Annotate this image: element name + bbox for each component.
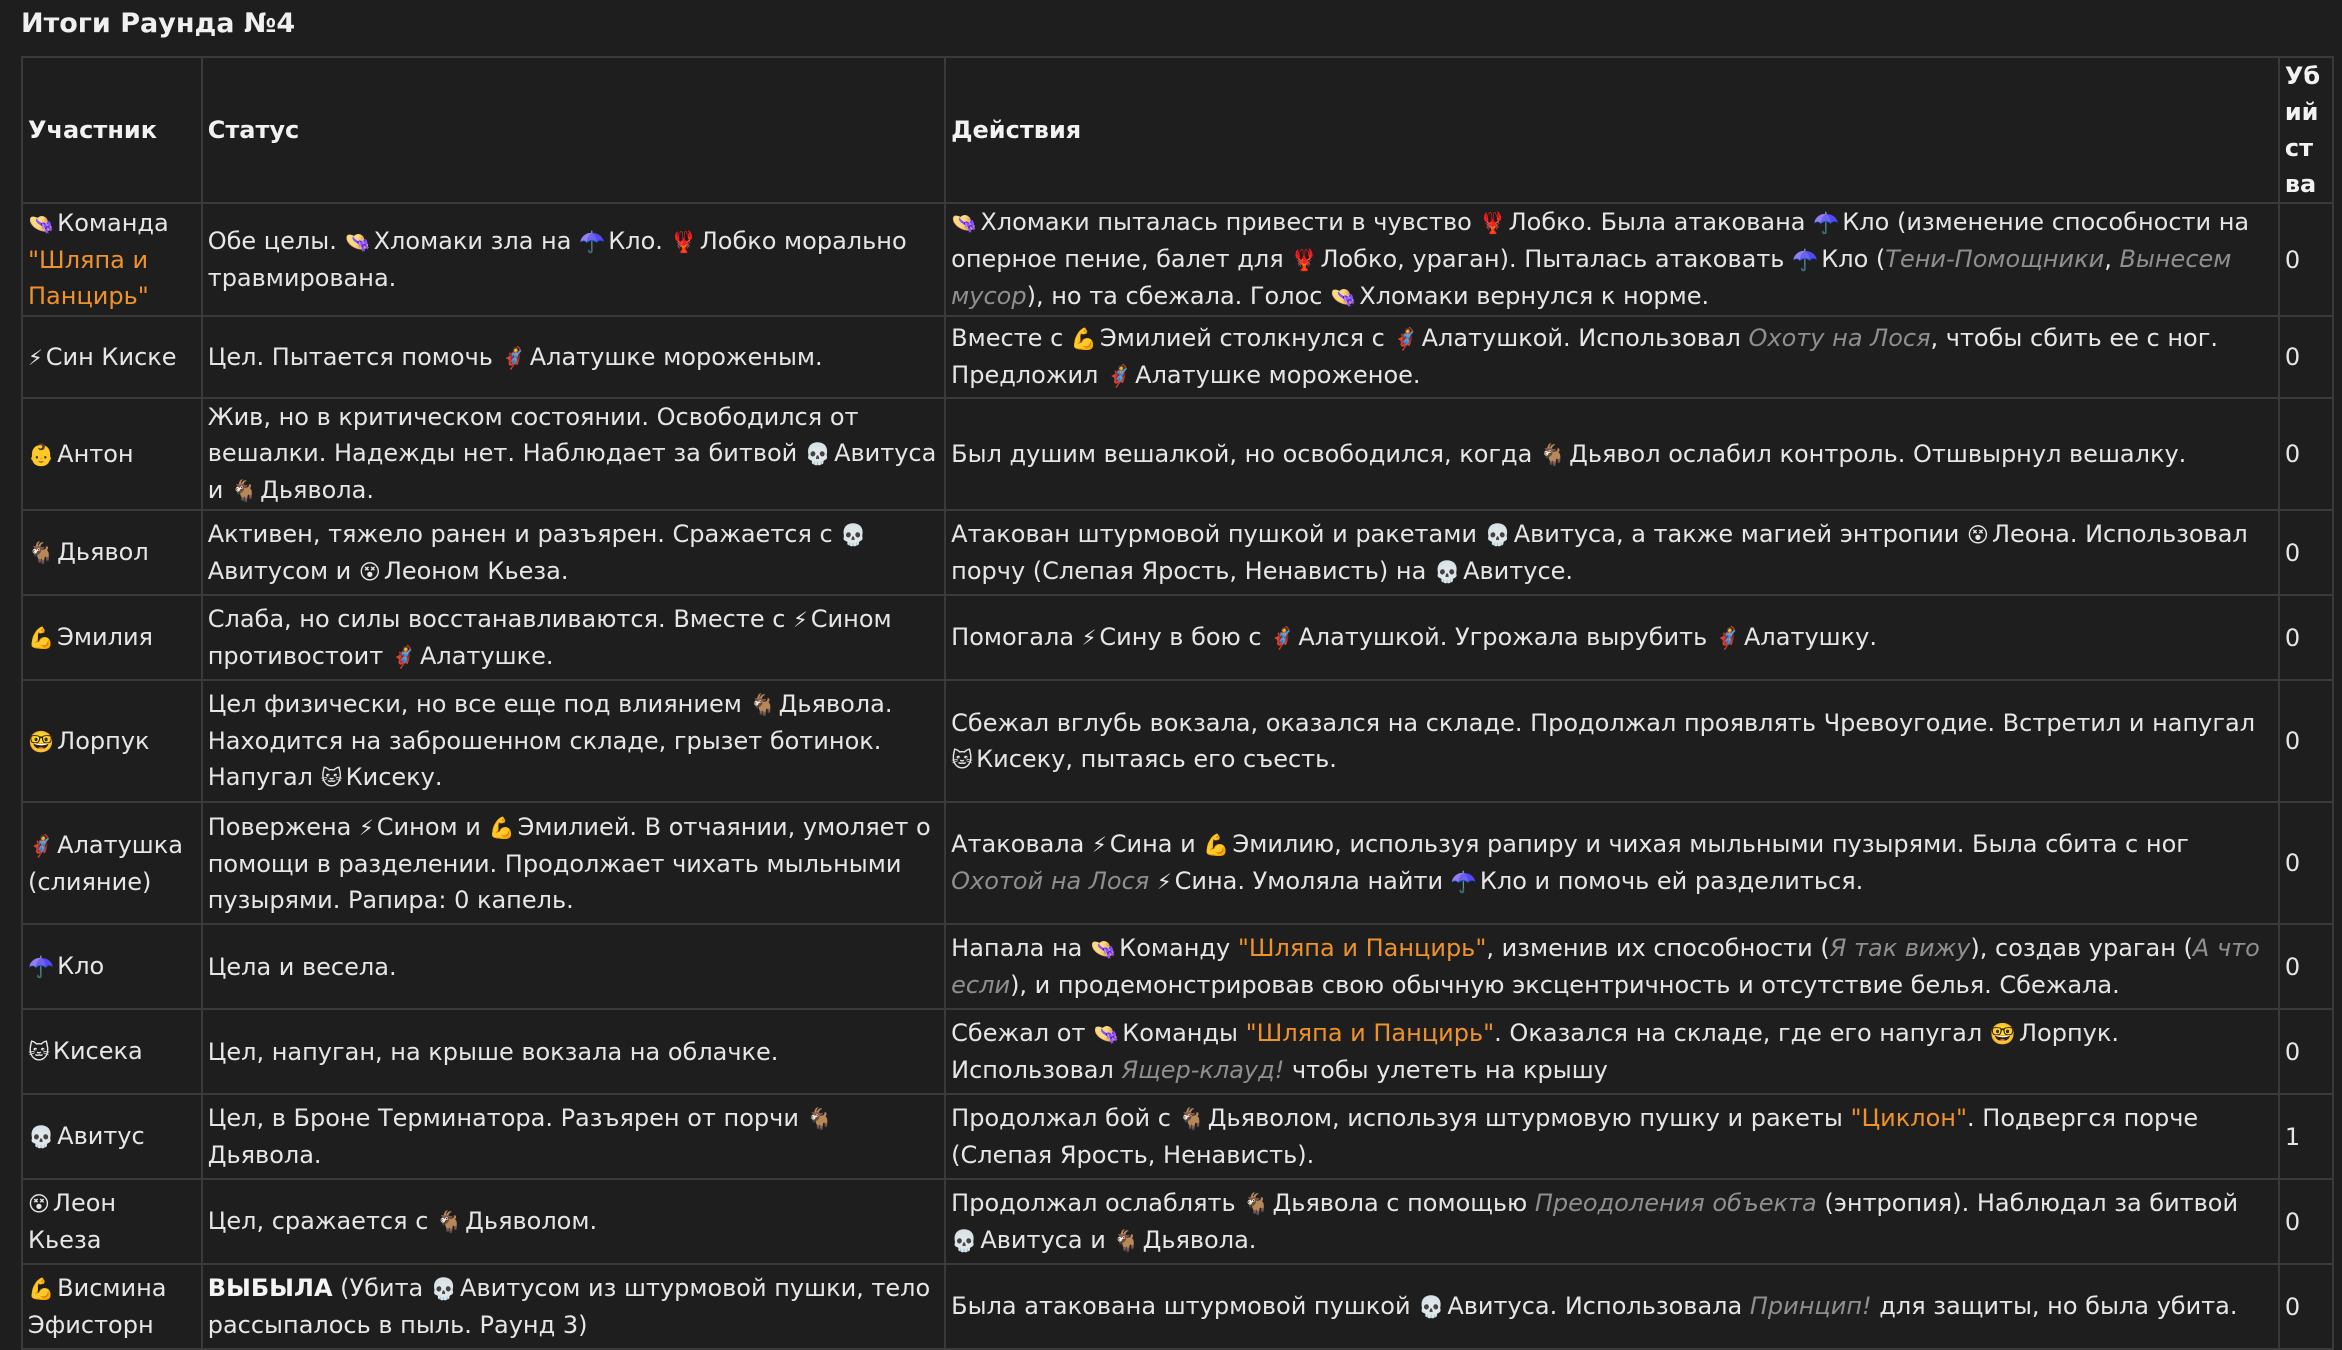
table-row [22,595,2333,680]
status-cell: Повержена ⚡ Сином и 💪 Эмилией. В отчаянии, умоляет о помощи в разделении. Продолжает чихать мыльными пузырями. Рапира: 0 капель. [202,802,945,924]
superhero-icon: 🦸 [28,833,55,858]
header-actions: Действия [945,57,2279,203]
baby-icon: 👶 [28,442,55,467]
kills-cell: 0 [2279,1009,2333,1094]
actions-cell: Атакован штурмовой пушкой и ракетами 💀 Авитуса, а также магией энтропии 😵 Леона. Использовал порчу (Слепая Ярость, Ненависть) на 💀 Авитусе. [945,510,2279,595]
kills-cell: 0 [2279,680,2333,802]
muscle-icon: 💪 [1070,327,1098,351]
skull-icon: 💀 [1484,522,1511,547]
umbrella-icon: ☂️ [28,955,55,979]
status-cell: Цел, сражается с 🐐 Дьяволом. [202,1179,945,1264]
participant-cell: 🦸 Алатушка (слияние) [22,802,202,924]
participant-cell: 😵 Леон Кьеза [22,1179,202,1264]
lobster-icon: 🦞 [670,230,697,254]
table-row [22,680,2333,802]
actions-cell: 👒 Хломаки пыталась привести в чувство 🦞 Лобко. Была атакована ☂️ Кло (изменение способности на оперное пение, балет для 🦞 Лобко, ураган). Пыталась атаковать ☂️ Кло (Тени-Помощники, Вынесем мусор), но та сбежала. Голос 👒 Хломаки вернулся к норме. [945,203,2279,316]
hat-icon: 👒 [28,212,55,236]
actions-cell: Была атакована штурмовой пушкой 💀 Авитуса. Использовала Принцип! для защиты, но была убита. [945,1264,2279,1349]
table-row [22,802,2333,924]
skull-icon: 💀 [1418,1295,1445,1319]
participant-cell: 💪 Эмилия [22,595,202,680]
actions-cell: Атаковала ⚡ Сина и 💪 Эмилию, используя рапиру и чихая мыльными пузырями. Была сбита с ног Охотой на Лося ⚡ Сина. Умоляла найти ☂️ Кло и помочь ей разделиться. [945,802,2279,924]
goat-icon: 🐐 [1539,442,1567,467]
dizzy-face-icon: 😵 [358,559,381,584]
actions-cell: Напала на 👒 Команду "Шляпа и Панцирь", изменив их способности (Я так вижу), создав ураган (А что если), и продемонстрировав свою обычную эксцентричность и отсутствие белья. Сбежала. [945,924,2279,1009]
status-cell: Цел, в Броне Терминатора. Разъярен от порчи 🐐Дьявола. [202,1094,945,1179]
lobster-icon: 🦞 [1291,248,1318,272]
goat-icon: 🐐 [230,479,258,503]
superhero-icon: 🦸 [1714,626,1742,650]
status-cell: Слаба, но силы восстанавливаются. Вместе с ⚡ Сином противостоит 🦸 Алатушке. [202,595,945,680]
participant-cell: 🤓 Лорпук [22,680,202,802]
kills-cell: 0 [2279,1264,2333,1349]
superhero-icon: 🦸 [1392,327,1419,351]
goat-icon: 🐐 [436,1210,463,1234]
goat-icon: 🐐 [28,541,55,565]
skull-icon: 💀 [1433,559,1461,584]
participant-cell: 💪 Висмина Эфисторн [22,1264,202,1349]
superhero-icon: 🦸 [1106,364,1133,388]
kills-cell: 0 [2279,595,2333,680]
goat-icon: 🐐 [1113,1228,1140,1253]
superhero-icon: 🦸 [500,345,527,370]
participant-cell: 🐱 Кисека [22,1009,202,1094]
table-row [22,510,2333,595]
table-row [22,203,2333,316]
table-header-row [22,57,2333,203]
header-status: Статус [202,57,945,203]
muscle-icon: 💪 [488,815,515,840]
lightning-icon: ⚡ [1081,626,1097,650]
goat-icon: 🐐 [1243,1191,1270,1216]
skull-icon: 💀 [430,1277,458,1301]
cat-icon: 🐱 [951,747,974,772]
kills-cell: 0 [2279,203,2333,316]
actions-cell: Помогала ⚡ Сину в бою с 🦸 Алатушкой. Угрожала вырубить 🦸 Алатушку. [945,595,2279,680]
muscle-icon: 💪 [28,626,55,650]
actions-cell: Продолжал бой с 🐐 Дьяволом, используя штурмовую пушку и ракеты "Циклон". Подвергся порче (Слепая Ярость, Ненависть). [945,1094,2279,1179]
status-cell: Цела и весела. [202,924,945,1009]
lightning-icon: ⚡ [28,345,43,370]
cat-icon: 🐱 [28,1040,50,1064]
superhero-icon: 🦸 [1269,626,1296,650]
cat-icon: 🐱 [320,766,343,790]
hat-icon: 👒 [1093,1022,1120,1046]
kills-cell: 0 [2279,802,2333,924]
lightning-icon: ⚡ [793,607,808,632]
umbrella-icon: ☂️ [579,230,606,254]
dizzy-face-icon: 😵 [1967,522,1989,547]
header-kills: Убийства [2279,57,2333,203]
hat-icon: 👒 [1330,285,1357,309]
table-row [22,1179,2333,1264]
participant-cell: 👒 Команда "Шляпа и Панцирь" [22,203,202,316]
dizzy-face-icon: 😵 [28,1192,50,1216]
participant-cell: 🐐 Дьявол [22,510,202,595]
table-row [22,316,2333,398]
status-cell: Цел, напуган, на крыше вокзала на облачке. [202,1009,945,1094]
kills-cell: 0 [2279,924,2333,1009]
kills-cell: 0 [2279,316,2333,398]
hat-icon: 👒 [1090,937,1117,961]
status-cell: Цел физически, но все еще под влиянием 🐐 Дьявола. Находится на заброшенном складе, грызет ботинок. Напугал 🐱 Кисеку. [202,680,945,802]
header-participant: Участник [22,57,202,203]
nerd-face-icon: 🤓 [1989,1022,2016,1046]
participant-cell: 💀 Авитус [22,1094,202,1179]
umbrella-icon: ☂️ [1450,870,1477,894]
actions-cell: Был душим вешалкой, но освободился, когда 🐐 Дьявол ослабил контроль. Отшвырнул вешалку. [945,398,2279,510]
kills-cell: 1 [2279,1094,2333,1179]
muscle-icon: 💪 [28,1277,55,1301]
kills-cell: 0 [2279,510,2333,595]
skull-icon: 💀 [840,522,867,547]
goat-icon: 🐐 [806,1107,833,1131]
table-row [22,398,2333,510]
goat-icon: 🐐 [1178,1107,1205,1131]
table-row [22,1264,2333,1349]
kills-cell: 0 [2279,1179,2333,1264]
muscle-icon: 💪 [1203,833,1230,857]
skull-icon: 💀 [951,1228,978,1253]
hat-icon: 👒 [951,211,978,235]
status-cell: Жив, но в критическом состоянии. Освободился от вешалки. Надежды нет. Наблюдает за битвой 💀 Авитуса и 🐐 Дьявола. [202,398,945,510]
status-cell: ВЫБЫЛА (Убита 💀 Авитусом из штурмовой пушки, тело рассыпалось в пыль. Раунд 3) [202,1264,945,1349]
page-title: Итоги Раунда №4 [21,8,296,39]
umbrella-icon: ☂️ [1792,248,1819,272]
hat-icon: 👒 [344,230,371,254]
actions-cell: Продолжал ослаблять 🐐 Дьявола с помощью Преодоления объекта (энтропия). Наблюдал за битвой 💀 Авитуса и 🐐 Дьявола. [945,1179,2279,1264]
lobster-icon: 🦞 [1479,211,1506,235]
goat-icon: 🐐 [749,693,776,717]
actions-cell: Сбежал от 👒 Команды "Шляпа и Панцирь". Оказался на складе, где его напугал 🤓 Лорпук. Использовал Ящер-клауд! чтобы улететь на крышу [945,1009,2279,1094]
status-cell: Цел. Пытается помочь 🦸 Алатушке мороженым. [202,316,945,398]
actions-cell: Вместе с 💪 Эмилией столкнулся с 🦸 Алатушкой. Использовал Охоту на Лося, чтобы сбить ее с ног. Предложил 🦸 Алатушке мороженое. [945,316,2279,398]
umbrella-icon: ☂️ [1813,211,1840,235]
results-table [21,56,2334,1350]
participant-cell: ⚡ Син Киске [22,316,202,398]
skull-icon: 💀 [804,442,832,466]
lightning-icon: ⚡ [1156,870,1172,894]
table-row [22,1094,2333,1179]
nerd-face-icon: 🤓 [28,729,55,754]
status-cell: Обе целы. 👒 Хломаки зла на ☂️ Кло. 🦞 Лобко морально травмирована. [202,203,945,316]
table-row [22,1009,2333,1094]
status-cell: Активен, тяжело ранен и разъярен. Сражается с 💀Авитусом и 😵 Леоном Кьеза. [202,510,945,595]
superhero-icon: 🦸 [390,644,417,669]
participant-cell: ☂️ Кло [22,924,202,1009]
lightning-icon: ⚡ [359,815,374,840]
participant-cell: 👶 Антон [22,398,202,510]
lightning-icon: ⚡ [1091,833,1107,857]
kills-cell: 0 [2279,398,2333,510]
table-row [22,924,2333,1009]
actions-cell: Сбежал вглубь вокзала, оказался на складе. Продолжал проявлять Чревоугодие. Встретил и напугал 🐱 Кисеку, пытаясь его съесть. [945,680,2279,802]
skull-icon: 💀 [28,1125,55,1149]
